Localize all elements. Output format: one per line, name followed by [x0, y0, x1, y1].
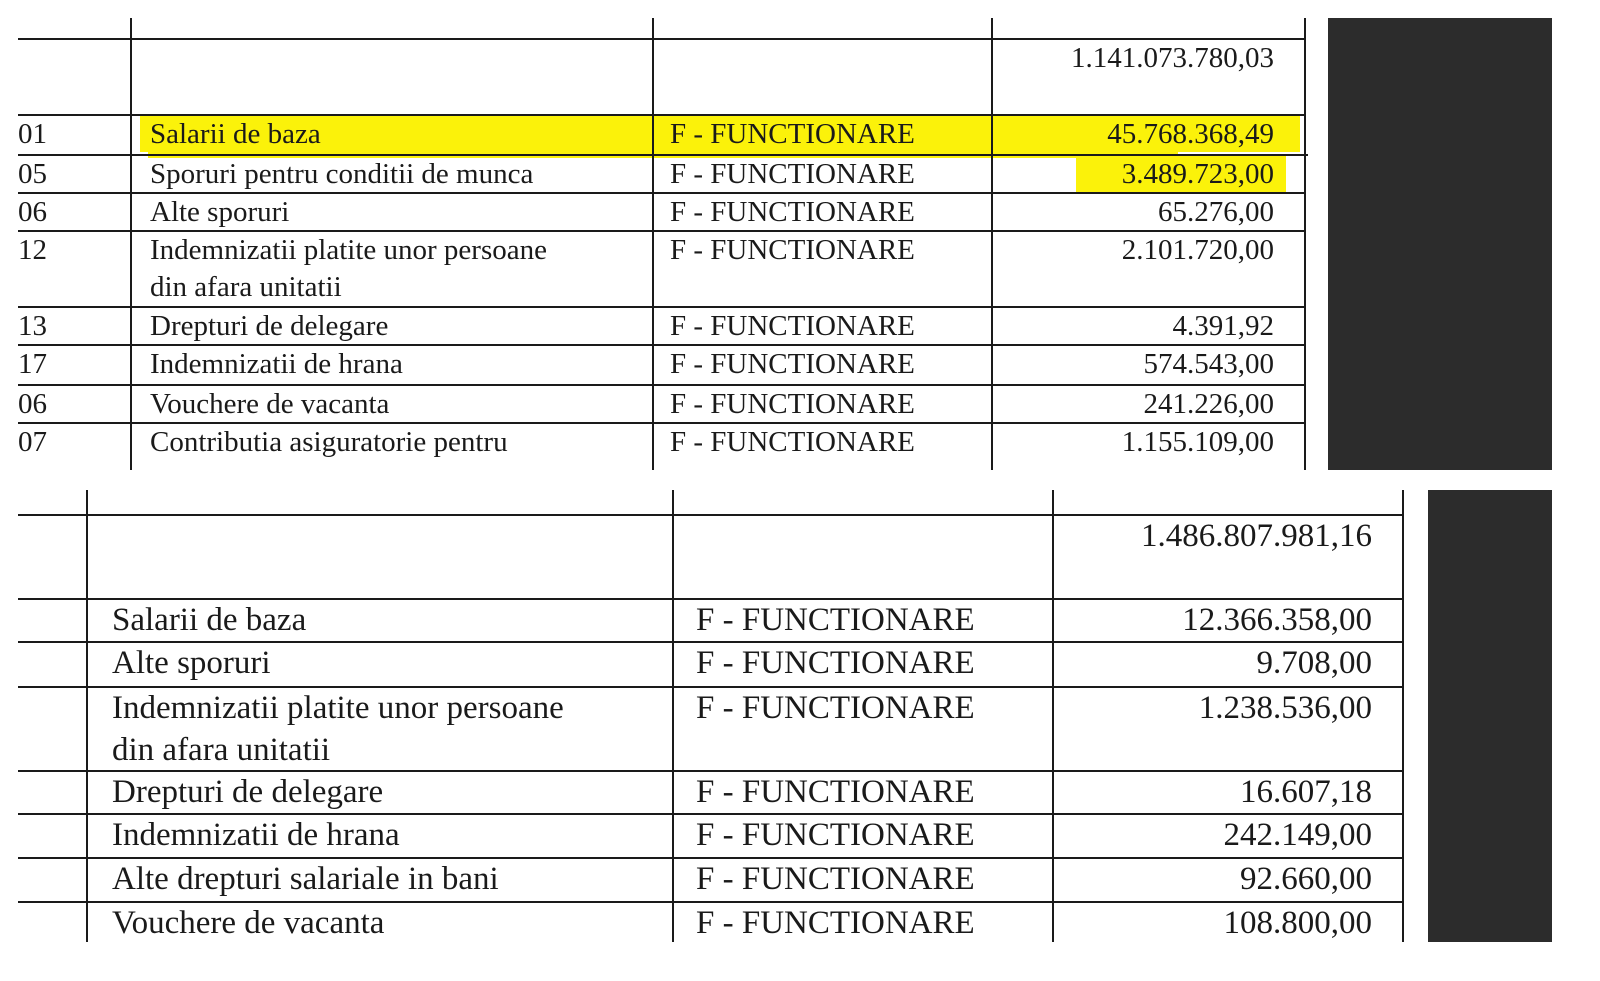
- table-rule: [18, 686, 1402, 688]
- table-rule: [18, 192, 1304, 194]
- table-rule: [18, 641, 1402, 643]
- row-code: 07: [18, 426, 47, 458]
- table-divider: [1304, 18, 1306, 470]
- row-amount: 2.101.720,00: [1121, 234, 1274, 266]
- row-funding-source: F - FUNCTIONARE: [670, 348, 915, 380]
- bottom-table-image: [18, 490, 1408, 942]
- row-funding-source: F - FUNCTIONARE: [696, 602, 975, 638]
- row-amount: 241.226,00: [1143, 388, 1274, 420]
- table-rule: [18, 114, 1304, 116]
- top-total-amount: 1.141.073.780,03: [1071, 42, 1274, 74]
- row-code: 01: [18, 118, 47, 150]
- row-amount: 16.607,18: [1240, 774, 1372, 810]
- row-code: 17: [18, 348, 47, 380]
- row-funding-source: F - FUNCTIONARE: [670, 234, 915, 266]
- table-rule: [1218, 154, 1308, 156]
- table-divider: [652, 18, 654, 470]
- table-divider: [672, 490, 674, 942]
- row-description: din afara unitatii: [150, 271, 342, 303]
- row-description: Indemnizatii de hrana: [150, 348, 403, 380]
- row-amount: 108.800,00: [1223, 905, 1372, 941]
- row-code: 06: [18, 388, 47, 420]
- row-description: Alte drepturi salariale in bani: [112, 861, 499, 897]
- row-funding-source: F - FUNCTIONARE: [696, 817, 975, 853]
- row-amount: 574.543,00: [1143, 348, 1274, 380]
- row-description: Salarii de baza: [112, 602, 307, 638]
- row-description: Contributia asiguratorie pentru: [150, 426, 508, 458]
- top-dark-margin: [1328, 18, 1552, 470]
- table-divider: [1402, 490, 1404, 942]
- row-description: Vouchere de vacanta: [150, 388, 390, 420]
- table-rule: [18, 154, 1304, 156]
- table-rule: [18, 344, 1304, 346]
- row-funding-source: F - FUNCTIONARE: [670, 118, 915, 150]
- table-rule: [18, 901, 1402, 903]
- row-amount: 12.366.358,00: [1182, 602, 1372, 638]
- table-rule: [18, 514, 1402, 516]
- row-description: Indemnizatii de hrana: [112, 817, 400, 853]
- row-description: Drepturi de delegare: [150, 310, 389, 342]
- table-rule: [18, 384, 1304, 386]
- row-amount: 1.238.536,00: [1198, 690, 1372, 726]
- row-description: Sporuri pentru conditii de munca: [150, 158, 534, 190]
- row-description: Drepturi de delegare: [112, 774, 384, 810]
- row-funding-source: F - FUNCTIONARE: [696, 645, 975, 681]
- row-funding-source: F - FUNCTIONARE: [670, 388, 915, 420]
- row-amount: 45.768.368,49: [1107, 118, 1274, 150]
- row-amount: 92.660,00: [1240, 861, 1372, 897]
- row-funding-source: F - FUNCTIONARE: [696, 690, 975, 726]
- row-funding-source: F - FUNCTIONARE: [670, 158, 915, 190]
- row-description: din afara unitatii: [112, 732, 331, 768]
- row-description: Alte sporuri: [112, 645, 271, 681]
- row-code: 12: [18, 234, 47, 266]
- row-description: Indemnizatii platite unor persoane: [150, 234, 547, 266]
- bottom-dark-margin: [1428, 490, 1552, 942]
- row-code: 05: [18, 158, 47, 190]
- table-divider: [130, 18, 132, 470]
- row-funding-source: F - FUNCTIONARE: [696, 861, 975, 897]
- row-description: Salarii de baza: [150, 118, 321, 150]
- table-rule: [18, 38, 1304, 40]
- table-divider: [86, 490, 88, 942]
- row-amount: 65.276,00: [1158, 196, 1274, 228]
- row-code: 13: [18, 310, 47, 342]
- row-amount: 9.708,00: [1256, 645, 1372, 681]
- table-rule: [18, 770, 1402, 772]
- row-amount: 1.155.109,00: [1121, 426, 1274, 458]
- row-description: Vouchere de vacanta: [112, 905, 385, 941]
- row-description: Alte sporuri: [150, 196, 290, 228]
- table-rule: [18, 230, 1304, 232]
- row-funding-source: F - FUNCTIONARE: [670, 310, 915, 342]
- top-table-image: [18, 18, 1308, 470]
- table-rule: [18, 422, 1304, 424]
- table-rule: [18, 813, 1402, 815]
- bottom-total-amount: 1.486.807.981,16: [1141, 518, 1372, 554]
- row-funding-source: F - FUNCTIONARE: [696, 905, 975, 941]
- row-code: 06: [18, 196, 47, 228]
- row-amount: 3.489.723,00: [1121, 158, 1274, 190]
- row-funding-source: F - FUNCTIONARE: [696, 774, 975, 810]
- table-rule: [18, 306, 1304, 308]
- row-amount: 4.391,92: [1172, 310, 1274, 342]
- table-divider: [991, 18, 993, 470]
- row-description: Indemnizatii platite unor persoane: [112, 690, 564, 726]
- row-funding-source: F - FUNCTIONARE: [670, 196, 915, 228]
- row-amount: 242.149,00: [1223, 817, 1372, 853]
- row-funding-source: F - FUNCTIONARE: [670, 426, 915, 458]
- table-rule: [18, 857, 1402, 859]
- table-divider: [1052, 490, 1054, 942]
- table-rule: [18, 598, 1402, 600]
